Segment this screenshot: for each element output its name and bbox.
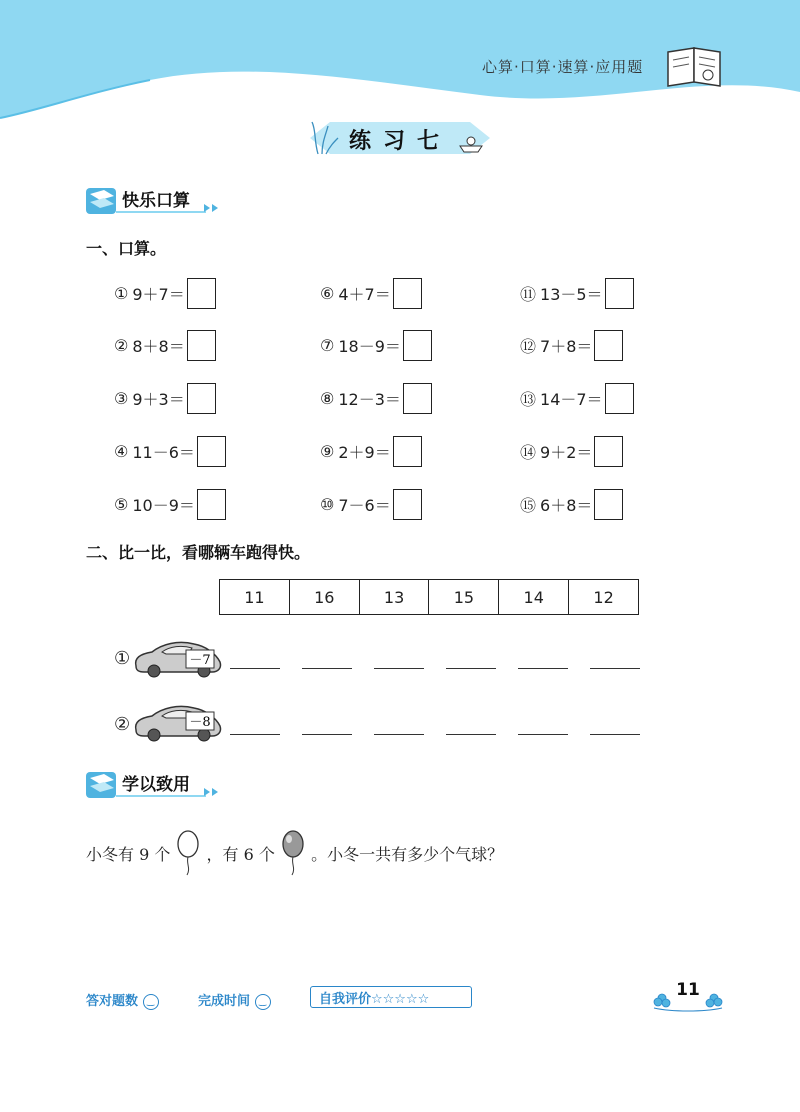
answer-box[interactable] (187, 383, 216, 414)
answer-box[interactable] (393, 489, 422, 520)
problem-2 (114, 329, 216, 361)
correct-count-label: 答对题数 ‿ (86, 990, 159, 1010)
problem-number: ⑪ (520, 284, 537, 304)
problem-expression: 14－7＝ (540, 389, 603, 409)
problem-expression: 9＋3＝ (132, 389, 185, 409)
problem-expression: 13－5＝ (540, 284, 603, 304)
answer-box[interactable] (605, 383, 634, 414)
car-icon-2 (132, 700, 224, 742)
answer-box[interactable] (187, 330, 216, 361)
answer-blank[interactable] (302, 733, 352, 735)
car-label-2: －8 (189, 715, 211, 730)
table-cell: 13 (359, 580, 429, 615)
problem-number: ③ (114, 388, 129, 408)
problem-11 (520, 277, 634, 309)
answer-blank[interactable] (446, 667, 496, 669)
problem-expression: 2＋9＝ (338, 442, 391, 462)
car-number-1: ① (114, 648, 131, 669)
problem-expression: 9＋7＝ (132, 284, 185, 304)
problem-number: ⑩ (320, 494, 335, 514)
header-banner (0, 0, 800, 130)
answer-blank[interactable] (302, 667, 352, 669)
table-cell: 16 (289, 580, 359, 615)
problem-expression: 9＋2＝ (540, 442, 593, 462)
answer-box[interactable] (393, 436, 422, 467)
answer-box[interactable] (403, 383, 432, 414)
problem-number: ⑤ (114, 494, 129, 514)
car-label-1: －7 (189, 653, 211, 668)
problem-12 (520, 329, 623, 361)
answer-blank[interactable] (230, 733, 280, 735)
finish-time-label: 完成时间 ‿ (198, 990, 271, 1010)
problem-number: ⑨ (320, 441, 335, 461)
answer-blank[interactable] (518, 733, 568, 735)
lesson-title: 练习七 (348, 129, 451, 154)
answer-blank[interactable] (518, 667, 568, 669)
problem-8 (320, 382, 432, 414)
problem-number: ② (114, 335, 129, 355)
word-problem-part-3: 。小冬一共有多少个气球？ (311, 844, 504, 864)
problem-expression: 8＋8＝ (132, 336, 185, 356)
problem-6 (320, 277, 422, 309)
problem-3 (114, 382, 216, 414)
problem-9 (320, 435, 422, 467)
answer-box[interactable] (197, 436, 226, 467)
section-label-1: 快乐口算 (122, 191, 190, 211)
answer-box[interactable] (403, 330, 432, 361)
answer-blank[interactable] (590, 667, 640, 669)
table-cell: 14 (499, 580, 569, 615)
answer-box[interactable] (594, 489, 623, 520)
answer-box[interactable] (187, 278, 216, 309)
problem-number: ⑧ (320, 388, 335, 408)
table-cell: 11 (220, 580, 290, 615)
series-title: 心算·口算·速算·应用题 (482, 58, 644, 76)
question-2-title: 二、比一比，看哪辆车跑得快。 (86, 543, 311, 562)
problem-number: ⑭ (520, 442, 537, 462)
problem-15 (520, 488, 623, 520)
problem-expression: 7－6＝ (338, 495, 391, 515)
problem-4 (114, 435, 226, 467)
problem-number: ⑮ (520, 495, 537, 515)
problem-number: ⑫ (520, 336, 537, 356)
answer-box[interactable] (393, 278, 422, 309)
number-table (219, 579, 639, 615)
problem-7 (320, 329, 432, 361)
problem-expression: 12－3＝ (338, 389, 401, 409)
problem-10 (320, 488, 422, 520)
word-problem (86, 830, 503, 876)
car-number-2: ② (114, 714, 131, 735)
answer-box[interactable] (605, 278, 634, 309)
page-number: 11 (676, 980, 700, 1000)
answer-blank[interactable] (446, 733, 496, 735)
problem-5 (114, 488, 226, 520)
answer-blank[interactable] (374, 667, 424, 669)
answer-box[interactable] (197, 489, 226, 520)
problem-14 (520, 435, 623, 467)
problem-1 (114, 277, 216, 309)
problem-expression: 11－6＝ (132, 442, 195, 462)
self-evaluation[interactable]: 自我评价☆☆☆☆☆ (310, 986, 472, 1008)
section-label-2: 学以致用 (122, 775, 190, 795)
answer-blank[interactable] (590, 733, 640, 735)
smiley-icon: ‿ (255, 994, 271, 1010)
table-cell: 12 (569, 580, 639, 615)
word-problem-part-2: ，有 6 个 (206, 844, 275, 864)
grey-balloon-icon (280, 830, 306, 876)
problem-expression: 6＋8＝ (540, 495, 593, 515)
problem-expression: 18－9＝ (338, 336, 401, 356)
book-icon (668, 48, 720, 86)
problem-number: ⑥ (320, 283, 335, 303)
problem-expression: 4＋7＝ (338, 284, 391, 304)
problem-number: ⑦ (320, 335, 335, 355)
car-icon-1 (132, 636, 224, 678)
problem-expression: 10－9＝ (132, 495, 195, 515)
answer-blank[interactable] (374, 733, 424, 735)
answer-box[interactable] (594, 330, 623, 361)
problem-number: ① (114, 283, 129, 303)
answer-blank[interactable] (230, 667, 280, 669)
problem-number: ④ (114, 441, 129, 461)
table-cell: 15 (429, 580, 499, 615)
word-problem-part-1: 小冬有 9 个 (86, 844, 171, 864)
question-1-title: 一、口算。 (86, 239, 167, 258)
problem-expression: 7＋8＝ (540, 336, 593, 356)
problem-13 (520, 382, 634, 414)
problem-number: ⑬ (520, 389, 537, 409)
smiley-icon: ‿ (143, 994, 159, 1010)
white-balloon-icon (175, 830, 201, 876)
answer-box[interactable] (594, 436, 623, 467)
